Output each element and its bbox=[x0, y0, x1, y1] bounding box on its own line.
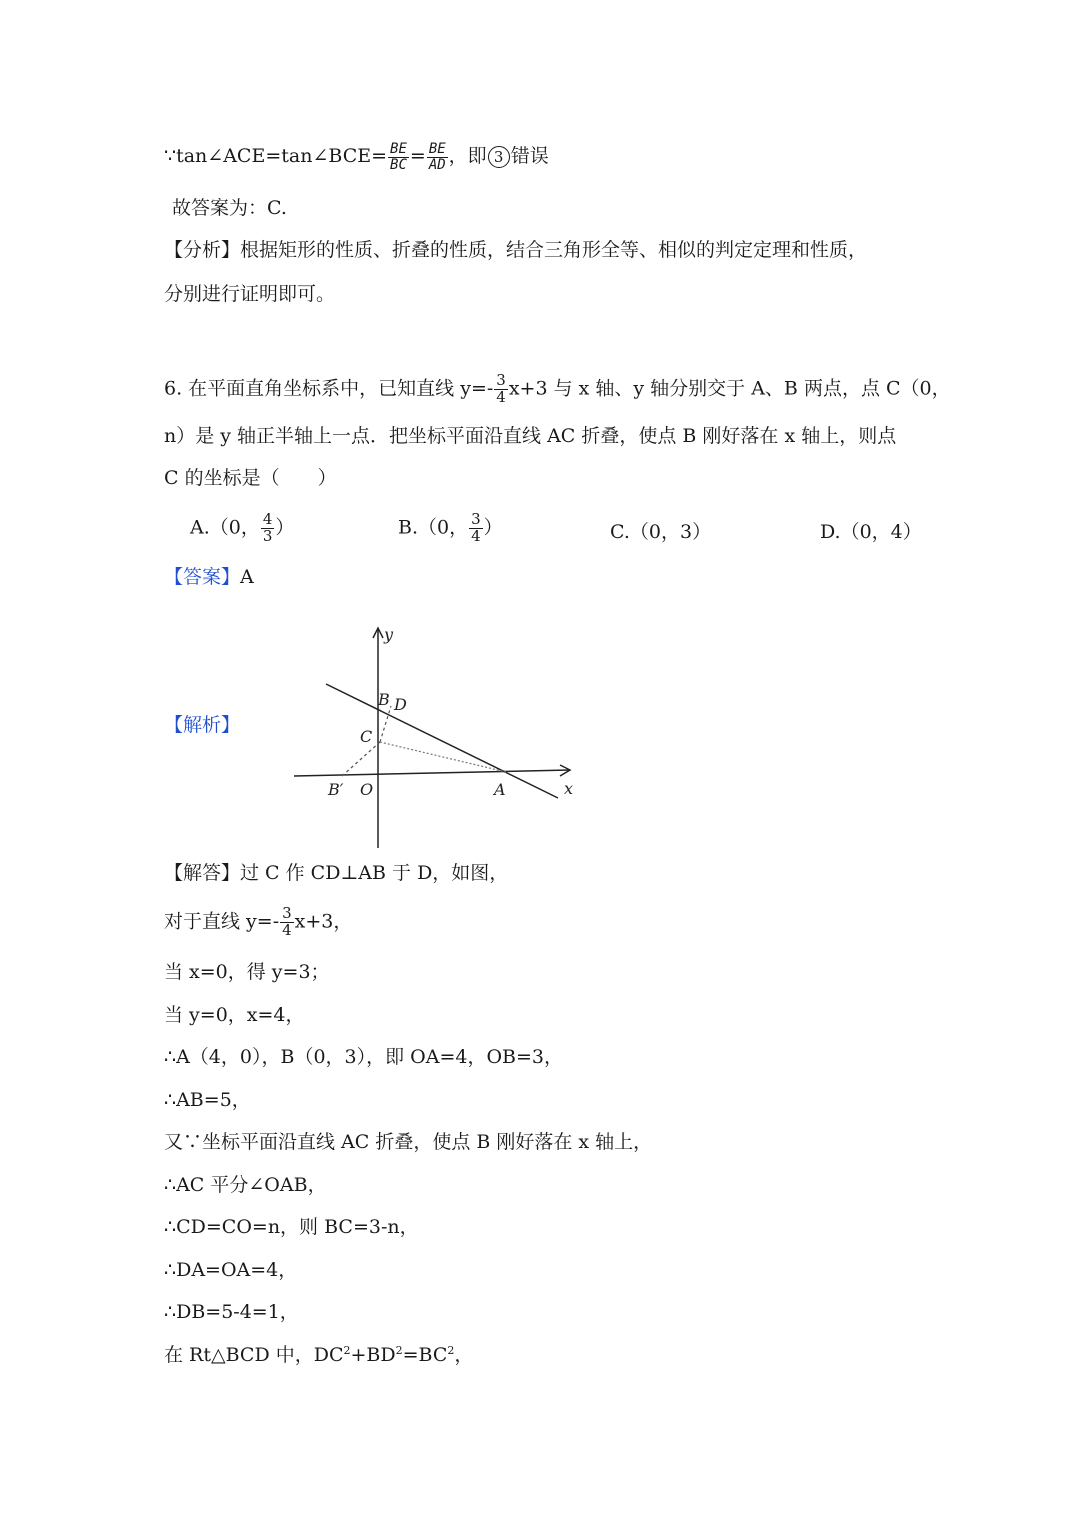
solution-line-5: ∴AB=5， bbox=[164, 1089, 251, 1111]
solution-line-6: 又∵坐标平面沿直线 AC 折叠，使点 B 刚好落在 x 轴上， bbox=[164, 1131, 653, 1153]
solution-line-8: ∴CD=CO=n，则 BC=3-n， bbox=[164, 1216, 419, 1238]
label-d: D bbox=[394, 695, 407, 714]
answer-c-line: 故答案为：C. bbox=[172, 197, 287, 219]
fraction-be-bc: $\frac{BE}{BC}$ bbox=[390, 141, 407, 173]
analysis-line-2: 分别进行证明即可。 bbox=[164, 283, 336, 305]
label-b: B bbox=[378, 690, 390, 709]
fraction-be-ad: $\frac{BE}{AD}$ bbox=[428, 141, 446, 173]
label-c: C bbox=[360, 727, 373, 746]
fraction-3-4-s: $\frac{3}{4}$ bbox=[282, 904, 292, 939]
answer-line: 【答案】A bbox=[164, 566, 254, 588]
solution-line-10: ∴DB=5-4=1， bbox=[164, 1301, 299, 1323]
dotted-c-a bbox=[380, 742, 506, 772]
option-d[interactable]: D.（0，4） bbox=[820, 521, 922, 543]
question-line-2: n）是 y 轴正半轴上一点．把坐标平面沿直线 AC 折叠，使点 B 刚好落在 x 轴上，则点 bbox=[164, 425, 897, 447]
solution-line-11: 在 Rt△BCD 中，$DC^2+BD^2=BC^2$， bbox=[164, 1344, 474, 1366]
fraction-3-4: $\frac{3}{4}$ bbox=[496, 371, 506, 406]
solution-line-9: ∴DA=OA=4， bbox=[164, 1259, 298, 1281]
fraction-3-4-b: $\frac{3}{4}$ bbox=[471, 510, 481, 545]
question-line-3: C 的坐标是（ ） bbox=[164, 467, 337, 489]
label-o: O bbox=[360, 780, 374, 799]
label-a: A bbox=[494, 780, 506, 799]
label-x: x bbox=[564, 779, 574, 798]
dashed-bprime-c bbox=[342, 742, 380, 776]
tan-equation-line: ∵tan∠ACE=tan∠BCE= $\frac{BE}{BC}$ = $\frac{BE}{AD}$ ，即 3 错误 bbox=[164, 141, 549, 173]
solution-line-7: ∴AC 平分∠OAB， bbox=[164, 1174, 327, 1196]
label-y: y bbox=[384, 625, 394, 644]
explain-tag: 【解析】 bbox=[164, 714, 241, 736]
analysis-line: 【分析】根据矩形的性质、折叠的性质，结合三角形全等、相似的判定定理和性质， bbox=[164, 239, 868, 261]
option-c[interactable]: C.（0，3） bbox=[610, 521, 712, 543]
solution-line-2: 当 x=0，得 y=3； bbox=[164, 961, 330, 983]
solution-line-4: ∴A（4，0），B（0，3），即 OA=4，OB=3， bbox=[164, 1046, 564, 1068]
solution-line-1: 对于直线 y=- $\frac{3}{4}$ x+3， bbox=[164, 904, 353, 939]
x-axis bbox=[294, 770, 570, 776]
label-bprime: B′ bbox=[328, 780, 344, 799]
solution-line-0: 【解答】过 C 作 CD⊥AB 于 D，如图， bbox=[164, 862, 509, 884]
fraction-4-3: $\frac{4}{3}$ bbox=[262, 510, 273, 545]
option-b[interactable]: B.（0， $\frac{3}{4}$ ） bbox=[398, 510, 503, 545]
circled-number: 3 bbox=[488, 146, 510, 168]
option-a[interactable]: A.（0， $\frac{4}{3}$ ） bbox=[190, 510, 295, 545]
question-line-1: 6. 在平面直角坐标系中，已知直线 y=- $\frac{3}{4}$ x+3 与 x 轴、y 轴分别交于 A、B 两点，点 C（0， bbox=[164, 371, 951, 406]
solution-line-3: 当 y=0，x=4， bbox=[164, 1004, 305, 1026]
coordinate-figure bbox=[290, 622, 590, 852]
